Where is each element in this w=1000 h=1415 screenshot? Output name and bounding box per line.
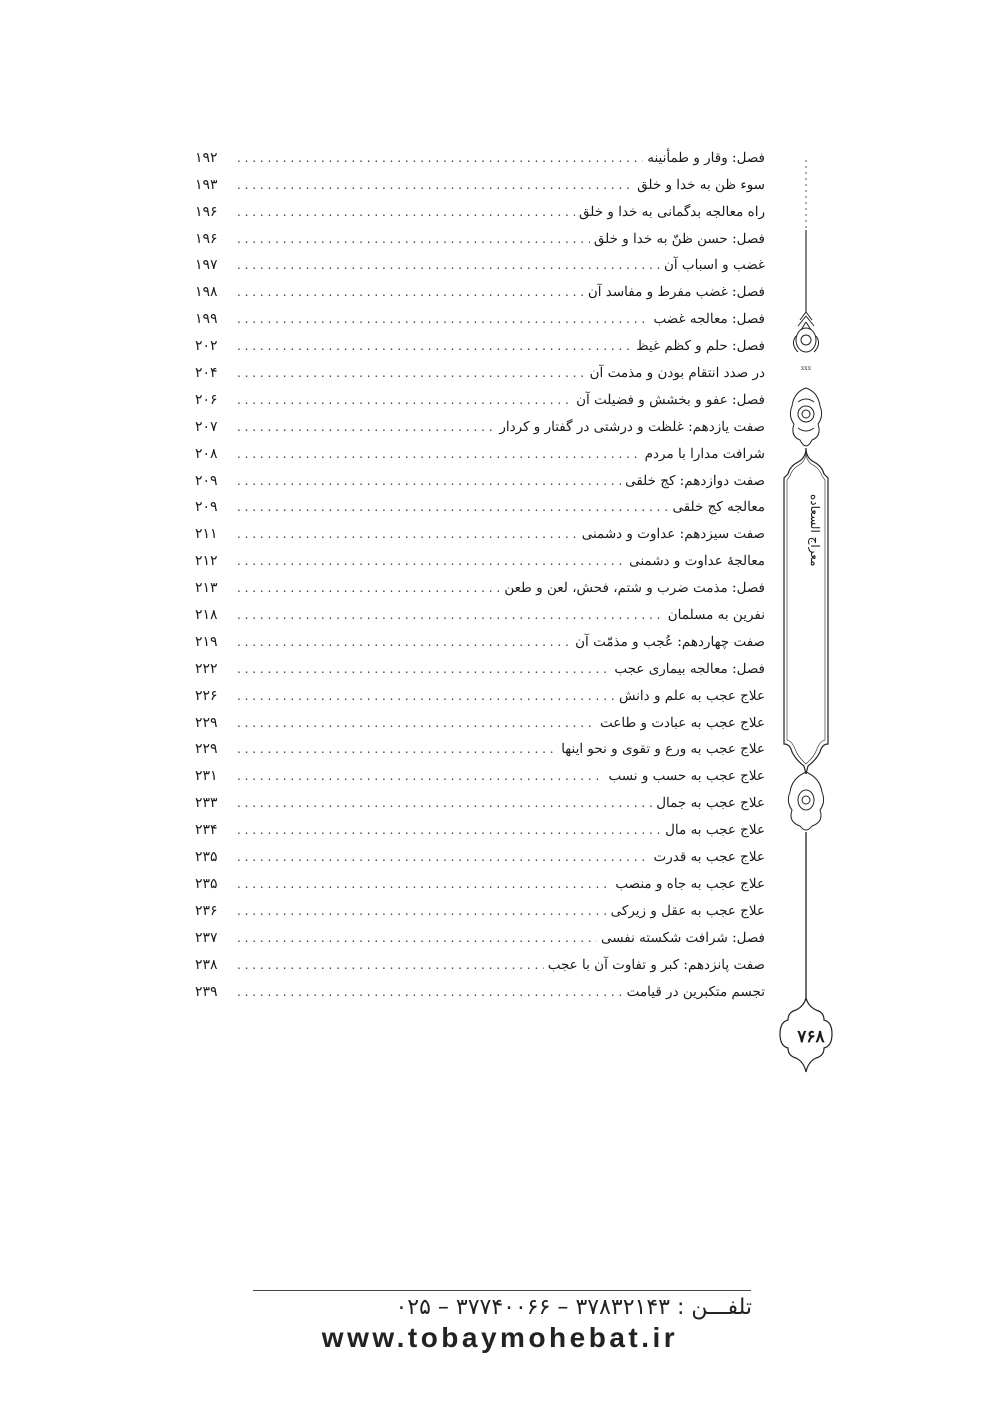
footer-divider [253,1290,751,1291]
toc-entry[interactable] [195,733,765,760]
toc-entry-page: ۲۳۶ [195,902,218,919]
toc-entry-page: ۲۰۹ [195,499,218,516]
toc-entry[interactable] [195,517,765,544]
toc-entry-title: معالجهٔ عداوت و دشمنی [629,553,765,570]
svg-text:xxx: xxx [800,365,812,372]
toc-entry[interactable] [195,383,765,410]
toc-entry-title: تجسم متکبرین در قیامت [626,983,765,1000]
dot-leader [237,874,611,894]
toc-entry-title: فصل: حسن ظنّ به خدا و خلق [593,230,765,247]
toc-entry-page: ۲۱۳ [195,580,218,597]
footer-website[interactable]: www.tobaymohebat.ir [321,1322,679,1353]
toc-entry-title: فصل: عفو و بخشش و فضیلت آن [576,391,765,408]
toc-entry[interactable] [195,867,765,894]
toc-entry[interactable] [195,168,765,195]
toc-entry[interactable] [195,544,765,571]
toc-entry-title: غضب و اسباب آن [663,257,765,274]
toc-entry-page: ۲۱۹ [195,633,218,650]
toc-entry[interactable] [195,706,765,733]
dot-leader [237,713,596,733]
dot-leader [237,336,632,356]
dot-leader [237,524,578,544]
ornamental-margin-border [770,140,850,1100]
dot-leader [237,175,633,195]
dot-leader [237,363,586,383]
dot-leader [237,551,625,571]
toc-entry-page: ۲۳۹ [195,983,218,1000]
toc-entry-title: سوء ظن به خدا و خلق [637,176,765,193]
footer-phone [252,1295,752,1320]
dot-leader [237,982,623,1002]
toc-entry-title: فصل: شرافت شکسته نفسی [600,929,765,946]
toc-entry[interactable] [195,921,765,948]
toc-entry-page: ۲۱۲ [195,553,218,570]
toc-entry[interactable] [195,437,765,464]
toc-entry-title: علاج عجب به حسب و نسب [608,768,765,785]
toc-entry-title: علاج عجب به علم و دانش [618,687,765,704]
toc-entry-page: ۱۹۷ [195,257,218,274]
toc-entry-title: علاج عجب به مال [665,822,765,839]
dot-leader [237,901,607,921]
toc-entry-title: صفت سیزدهم: عداوت و دشمنی [581,526,765,543]
dot-leader [237,282,584,302]
toc-entry-page: ۲۳۵ [195,849,218,866]
toc-entry[interactable] [195,222,765,249]
toc-entry-title: صفت پانزدهم: کبر و تفاوت آن با عجب [547,956,765,973]
dot-leader [237,659,610,679]
dot-leader [237,793,652,813]
toc-entry[interactable] [195,275,765,302]
toc-entry-title: فصل: غضب مفرط و مفاسد آن [587,284,765,301]
toc-entry-page: ۲۲۹ [195,714,218,731]
toc-entry-page: ۱۹۳ [195,176,218,193]
toc-entry[interactable] [195,759,765,786]
phone-label: تلفـــن : [676,1295,752,1320]
toc-entry[interactable] [195,840,765,867]
toc-entry-page: ۲۳۱ [195,768,218,785]
toc-entry-title: شرافت مدارا با مردم [644,445,765,462]
dot-leader [237,497,668,517]
toc-entry-page: ۱۹۲ [195,149,218,166]
toc-entry-title: فصل: وقار و طمأنینه [647,149,765,166]
lower-medallion-icon [788,772,823,830]
toc-entry[interactable] [195,464,765,491]
dot-leader [237,390,572,410]
toc-entry-title: صفت یازدهم: غلظت و درشتی در گفتار و کردار [499,418,765,435]
toc-entry[interactable] [195,625,765,652]
dot-leader [237,417,495,437]
toc-entry[interactable] [195,975,765,1002]
toc-entry-title: صفت چهاردهم: عُجب و مذمّت آن [575,633,765,650]
toc-entry-page: ۱۹۸ [195,284,218,301]
toc-entry-page: ۲۰۹ [195,472,218,489]
toc-entry[interactable] [195,491,765,518]
toc-entry-page: ۱۹۹ [195,311,218,328]
dot-leader [237,955,544,975]
dot-leader [237,148,643,168]
toc-entry-page: ۲۲۹ [195,741,218,758]
toc-entry-title: علاج عجب به عقل و زیرکی [610,902,765,919]
toc-entry-page: ۱۹۶ [195,203,218,220]
toc-entry-page: ۲۳۸ [195,956,218,973]
toc-entry-title: در صدد انتقام بودن و مذمت آن [589,365,765,382]
toc-entry-page: ۲۰۴ [195,365,218,382]
toc-entry-page: ۲۱۱ [195,526,218,543]
toc-entry-title: علاج عجب به جمال [656,795,765,812]
phone-numbers: ۳۷۸۳۲۱۴۳ – ۳۷۷۴۰۰۶۶ – ۰۲۵ [395,1295,670,1320]
dot-leader [237,766,604,786]
toc-entry[interactable] [195,598,765,625]
toc-entry-title: علاج عجب به ورع و تقوی و نحو اینها [561,741,765,758]
table-of-contents [195,141,765,1002]
toc-entry-title: صفت دوازدهم: کج خلقی [625,472,765,489]
toc-entry-title: نفرین به مسلمان [667,607,765,624]
toc-entry[interactable] [195,141,765,168]
dot-leader [237,686,615,706]
toc-entry[interactable] [195,302,765,329]
toc-entry-page: ۲۳۵ [195,875,218,892]
floral-finial-icon [793,312,818,352]
dot-leader [237,229,590,249]
toc-entry-page: ۲۰۸ [195,445,218,462]
toc-entry[interactable] [195,948,765,975]
dot-leader [237,471,621,491]
toc-entry-page: ۲۳۴ [195,822,218,839]
dot-leader [237,820,661,840]
toc-entry-page: ۲۰۲ [195,338,218,355]
toc-entry-title: علاج عجب به قدرت [653,849,765,866]
dot-leader [237,309,650,329]
toc-entry-page: ۲۳۳ [195,795,218,812]
dot-leader [237,847,650,867]
toc-entry-page: ۲۰۷ [195,418,218,435]
toc-entry-page: ۲۳۷ [195,929,218,946]
toc-entry[interactable] [195,679,765,706]
dot-leader [237,928,597,948]
dot-leader [237,255,660,275]
dot-leader [237,578,500,598]
toc-entry[interactable] [195,329,765,356]
dot-leader [237,739,557,759]
dot-leader [237,444,641,464]
toc-entry[interactable] [195,195,765,222]
toc-entry[interactable] [195,410,765,437]
toc-entry-title: فصل: معالجه غضب [653,311,765,328]
running-book-title: معراج السعاده [808,493,822,567]
toc-entry[interactable] [195,249,765,276]
toc-entry[interactable] [195,571,765,598]
toc-entry-title: فصل: حلم و کظم غیظ [636,338,765,355]
toc-entry-page: ۲۲۲ [195,660,218,677]
toc-entry-page: ۲۰۶ [195,391,218,408]
toc-entry-title: فصل: مذمت ضرب و شتم، فحش، لعن و طعن [504,580,765,597]
toc-entry-title: علاج عجب به جاه و منصب [615,875,765,892]
dot-leader [237,632,571,652]
toc-entry-page: ۱۹۶ [195,230,218,247]
dot-leader [237,202,575,222]
toc-entry-title: معالجه کج خلقی [672,499,765,516]
toc-entry-title: علاج عجب به عبادت و طاعت [600,714,765,731]
toc-entry[interactable] [195,786,765,813]
upper-medallion-icon [790,388,821,446]
toc-entry-title: فصل: معالجه بیماری عجب [614,660,765,677]
toc-entry-page: ۲۲۶ [195,687,218,704]
toc-entry[interactable] [195,652,765,679]
toc-entry[interactable] [195,356,765,383]
toc-entry[interactable] [195,813,765,840]
toc-entry-title: راه معالجه بدگمانی به خدا و خلق [579,203,765,220]
dot-leader [237,605,664,625]
page-number: ۷۶۸ [797,1027,825,1047]
toc-entry-page: ۲۱۸ [195,607,218,624]
toc-entry[interactable] [195,894,765,921]
